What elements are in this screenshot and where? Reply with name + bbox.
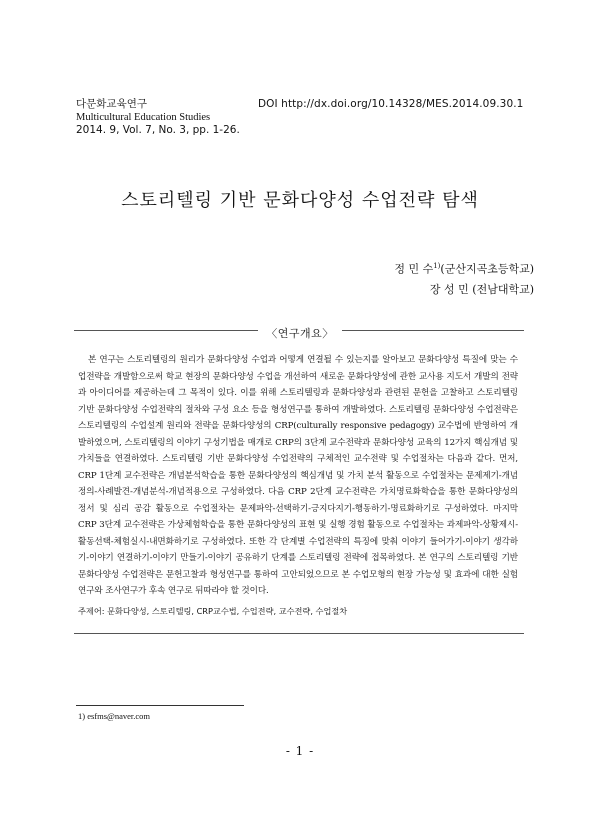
footnote: 1) esfms@naver.com <box>78 711 151 721</box>
doi-link[interactable]: DOI http://dx.doi.org/10.14328/MES.2014.09.30.1 <box>258 98 524 110</box>
footnote-divider <box>76 705 244 706</box>
abstract-text: 본 연구는 스토리텔링의 원리가 문화다양성 수업과 어떻게 연결될 수 있는지를 알아보고 문화다양성 특질에 맞는 수업전략을 개발함으로써 학교 현장의 문화다양성 수업을 개선하여 새로운 문화다양성에 관한 교사용 지도서 개발의 전략과 아이디어를 제공하는데 그 목적이 있다. 이를 위해 스토리텔링과 문화다양성과 관련된 문헌을 고찰하고 스토리텔링 기반 문화다양성 수업전략의 절차와 구성 요소 등을 형성연구를 통하여 개발하였다. 스토리텔링 문화다양성 수업전략은 스토리텔링의 수업설계 원리와 전략을 문화다양성의 CRP(culturally responsive pedagogy) 교수법에 반영하여 개발하였으며, 스토리텔링의 이야기 구성기법을 매개로 CRP의 3단계 교수전략과 문화다양성 교육의 12가지 핵심개념 및 가치들을 연결하였다. 스토리텔링 기반 문화다양성 수업전략의 구체적인 교수전략 및 수업절차는 다음과 같다. 먼저, CRP 1단계 교수전략은 개념분석학습을 통한 문화다양성의 핵심개념 및 가치 분석 활동으로 수업절차는 문제제기-개념정의-사례발견-개념분석-개념적용으로 구성하였다. 다음 CRP 2단계 교수전략은 가치명료화학습을 통한 문화다양성의 정서 및 심리 공감 활동으로 수업절차는 문제파악-선택하기-긍지다지기-행동하기-명료화하기로 구성하였다. 마지막 CRP 3단계 교수전략은 가상체험학습을 통한 문화다양성의 표현 및 실행 경험 활동으로 수업절차는 과제파악-상황제시-활동선택-체험실시-내면화하기로 구성하였다. 또한 각 단계별 수업전략의 특징에 맞춰 이야기 들어가기-이야기 생각하기-이야기 연결하기-이야기 만들기-이야기 공유하기 단계를 스토리텔링 전략에 접목하였다. 본 연구의 스토리텔링 기반 문화다양성 수업전략은 문헌고찰과 형성연구를 통하여 고안되었으므로 본 수업모형의 현장 가능성 및 효과에 대한 실험연구와 조사연구가 후속 연구로 뒤따라야 할 것이다. <box>78 355 518 596</box>
paper-title: 스토리텔링 기반 문화다양성 수업전략 탐색 <box>121 190 479 211</box>
journal-name-ko: 다문화교육연구 <box>76 98 148 110</box>
author-list <box>394 256 534 300</box>
journal-info <box>76 98 240 137</box>
author-2: 장 성 민 (전남대학교) <box>429 282 534 296</box>
abstract-heading: 〈연구개요〉 <box>0 322 600 341</box>
page-number: - 1 - <box>285 744 315 758</box>
journal-issue: 2014. 9, Vol. 7, No. 3, pp. 1-26. <box>76 124 240 136</box>
author-1: 정 민 수$^{1)}$(군산지곡초등학교) <box>394 262 534 276</box>
journal-name-en: Multicultural Education Studies <box>76 112 211 123</box>
keywords: 주제어: 문화다양성, 스토리텔링, CRP교수법, 수업전략, 교수전략, 수업절차 <box>78 606 348 616</box>
